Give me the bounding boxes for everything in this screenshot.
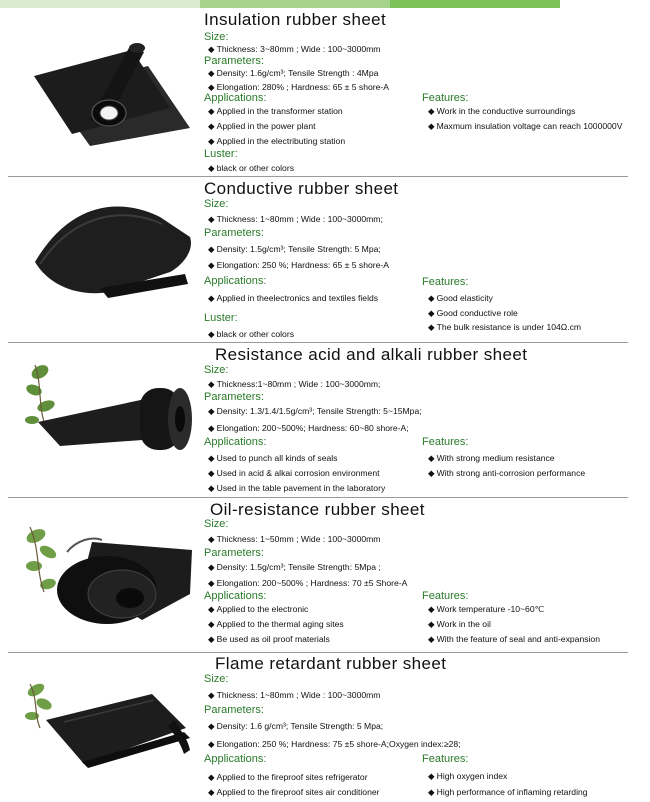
applications-heading: Applications:	[204, 436, 267, 448]
insulation-rubber-sheet-image	[20, 28, 195, 146]
parameters-heading: Parameters:	[204, 547, 264, 559]
param-item: ◆ Elongation: 250 %; Hardness: 75 ±5 shore-A;Oxygen index:≥28;	[208, 739, 461, 749]
application-item: ◆ Applied in the transformer station	[208, 106, 343, 116]
feature-item: ◆ With strong medium resistance	[428, 453, 555, 463]
size-heading: Size:	[204, 364, 229, 376]
feature-item: ◆ Maxmum insulation voltage can reach 1000000V	[428, 121, 623, 131]
parameters-heading: Parameters:	[204, 55, 264, 67]
param-item: ◆ Density: 1.5g/cm³; Tensile Strength: 5Mpa ;	[208, 562, 381, 572]
applications-heading: Applications:	[204, 753, 267, 765]
section-divider	[8, 176, 628, 177]
features-heading: Features:	[422, 92, 469, 104]
section-divider	[8, 652, 628, 653]
applications-heading: Applications:	[204, 275, 267, 287]
size-text: ◆ Thickness: 1~50mm ; Wide : 100~3000mm	[208, 534, 381, 544]
param-item: ◆ Elongation: 200~500%; Hardness: 60~80 shore-A;	[208, 423, 409, 433]
application-item: ◆ Used to punch all kinds of seals	[208, 453, 338, 463]
parameters-heading: Parameters:	[204, 391, 264, 403]
param-item: ◆ Elongation: 280% ; Hardness: 65 ± 5 shore-A	[208, 82, 390, 92]
application-item: ◆ Applied to the fireproof sites air conditioner	[208, 787, 380, 797]
application-item: ◆ Used in the table pavement in the laboratory	[208, 483, 386, 493]
applications-heading: Applications:	[204, 590, 267, 602]
param-item: ◆ Density: 1.6 g/cm³; Tensile Strength: 5 Mpa;	[208, 721, 384, 731]
features-heading: Features:	[422, 276, 469, 288]
section-divider	[8, 497, 628, 498]
application-item: ◆ Applied to the electronic	[208, 604, 309, 614]
size-text: ◆ Thickness: 1~80mm ; Wide : 100~3000mm;	[208, 214, 383, 224]
size-text: ◆ Thickness: 3~80mm ; Wide : 100~3000mm	[208, 44, 381, 54]
section-title: Oil-resistance rubber sheet	[210, 500, 425, 519]
luster-heading: Luster:	[204, 148, 238, 160]
size-heading: Size:	[204, 198, 229, 210]
feature-item: ◆ Work in the conductive surroundings	[428, 106, 576, 116]
size-heading: Size:	[204, 673, 229, 685]
luster-text: ◆ black or other colors	[208, 163, 294, 173]
features-heading: Features:	[422, 753, 469, 765]
section-title: Conductive rubber sheet	[204, 179, 399, 198]
application-item: ◆ Applied in theelectronics and textiles fields	[208, 293, 379, 303]
feature-item: ◆ With strong anti-corrosion performance	[428, 468, 586, 478]
features-heading: Features:	[422, 590, 469, 602]
acid-alkali-rubber-sheet-image	[20, 360, 200, 460]
section-title: Insulation rubber sheet	[204, 10, 387, 29]
feature-item: ◆ Good elasticity	[428, 293, 493, 303]
section-divider	[8, 342, 628, 343]
size-text: ◆ Thickness: 1~80mm ; Wide : 100~3000mm	[208, 690, 381, 700]
application-item: ◆ Be used as oil proof materials	[208, 634, 330, 644]
top-accent-bar	[0, 0, 650, 8]
feature-item: ◆ Work temperature -10~60℃	[428, 604, 545, 614]
section-title: Resistance acid and alkali rubber sheet	[215, 345, 528, 364]
parameters-heading: Parameters:	[204, 227, 264, 239]
application-item: ◆ Applied in the electributing station	[208, 136, 346, 146]
section-title: Flame retardant rubber sheet	[215, 654, 447, 673]
applications-heading: Applications:	[204, 92, 267, 104]
application-item: ◆ Applied in the power plant	[208, 121, 316, 131]
param-item: ◆ Density: 1.5g/cm³; Tensile Strength: 5 Mpa;	[208, 244, 381, 254]
param-item: ◆ Elongation: 200~500% ; Hardness: 70 ±5 Shore-A	[208, 578, 408, 588]
luster-text: ◆ black or other colors	[208, 329, 294, 339]
features-heading: Features:	[422, 436, 469, 448]
feature-item: ◆ High oxygen index	[428, 771, 508, 781]
parameters-heading: Parameters:	[204, 704, 264, 716]
application-item: ◆ Applied to the thermal aging sites	[208, 619, 344, 629]
luster-heading: Luster:	[204, 312, 238, 324]
param-item: ◆ Elongation: 250 %; Hardness: 65 ± 5 shore-A	[208, 260, 390, 270]
feature-item: ◆ The bulk resistance is under 104Ω.cm	[428, 322, 582, 332]
oil-resistance-rubber-sheet-image	[22, 522, 197, 624]
param-item: ◆ Density: 1.6g/cm³; Tensile Strength : 4Mpa	[208, 68, 379, 78]
size-heading: Size:	[204, 31, 229, 43]
feature-item: ◆ Good conductive role	[428, 308, 518, 318]
feature-item: ◆ With the feature of seal and anti-expansion	[428, 634, 600, 644]
feature-item: ◆ Work in the oil	[428, 619, 491, 629]
param-item: ◆ Density: 1.3/1.4/1.5g/cm³; Tensile Strength: 5~15Mpa;	[208, 406, 422, 416]
flame-retardant-rubber-sheet-image	[24, 680, 196, 768]
size-heading: Size:	[204, 518, 229, 530]
feature-item: ◆ High performance of inflaming retarding	[428, 787, 588, 797]
conductive-rubber-sheet-image	[30, 192, 195, 300]
size-text: ◆ Thickness:1~80mm ; Wide : 100~3000mm;	[208, 379, 381, 389]
application-item: ◆ Used in acid & alkai corrosion environment	[208, 468, 380, 478]
application-item: ◆ Applied to the fireproof sites refrigerator	[208, 772, 368, 782]
